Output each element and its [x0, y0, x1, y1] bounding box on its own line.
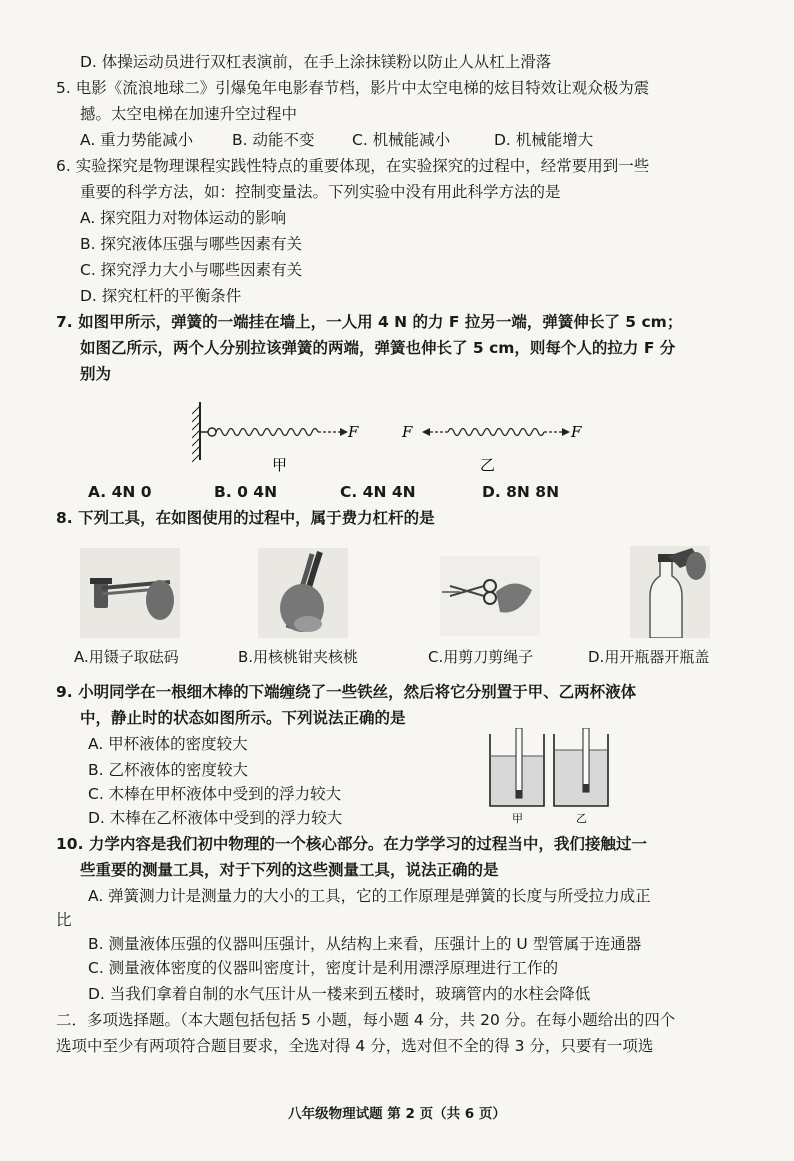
tweezers-photo [80, 548, 180, 638]
q9-stem-line1: 9. 小明同学在一根细木棒的下端缠绕了一些铁丝，然后将它分别置于甲、乙两杯液体 [56, 683, 637, 701]
q9-stem-line2: 中，静止时的状态如图所示。下列说法正确的是 [80, 709, 406, 727]
q6-option-b: B. 探究液体压强与哪些因素有关 [80, 235, 302, 253]
section2-intro-line2: 选项中至少有两项符合题目要求，全选对得 4 分，选对但不全的得 3 分，只要有一项选 [56, 1037, 654, 1055]
q7-option-d: D. 8N 8N [482, 483, 560, 501]
page-footer: 八年级物理试题 第 2 页（共 6 页） [288, 1106, 506, 1122]
q7-option-c: C. 4N 4N [340, 483, 416, 501]
q9-option-d: D. 木棒在乙杯液体中受到的浮力较大 [88, 809, 343, 827]
q10-stem-line1: 10. 力学内容是我们初中物理的一个核心部分。在力学学习的过程当中，我们接触过一 [56, 835, 647, 853]
q9-option-c: C. 木棒在甲杯液体中受到的浮力较大 [88, 785, 342, 803]
q5-option-c: C. 机械能减小 [352, 131, 451, 149]
q7-spring-figure [180, 398, 600, 478]
q8-option-c: C.用剪刀剪绳子 [428, 648, 534, 666]
scissors-photo [440, 556, 540, 636]
figure-label-jia: 甲 [272, 456, 288, 474]
q8-option-d: D.用开瓶器开瓶盖 [588, 648, 710, 666]
q9-option-b: B. 乙杯液体的密度较大 [88, 761, 248, 779]
q5-option-d: D. 机械能增大 [494, 131, 594, 149]
spring-b-coil [448, 429, 544, 436]
q4-option-d: D. 体操运动员进行双杠表演前，在手上涂抹镁粉以防止人从杠上滑落 [80, 53, 552, 71]
q7-stem-line3: 别为 [80, 365, 112, 383]
force-label-a: F [348, 423, 359, 441]
q10-option-c: C. 测量液体密度的仪器叫密度计，密度计是利用漂浮原理进行工作的 [88, 959, 559, 977]
q7-stem-line1: 7. 如图甲所示，弹簧的一端挂在墙上，一人用 4 N 的力 F 拉另一端，弹簧伸长了 5 cm； [56, 313, 683, 331]
q10-option-a-line2: 比 [56, 911, 72, 929]
beaker-label-jia: 甲 [512, 812, 523, 824]
q6-option-d: D. 探究杠杆的平衡条件 [80, 287, 242, 305]
beaker-label-yi: 乙 [576, 812, 587, 824]
beakers-figure [488, 728, 612, 824]
q7-option-a: A. 4N 0 [88, 483, 152, 501]
q6-option-a: A. 探究阻力对物体运动的影响 [80, 209, 287, 227]
q8-option-b: B.用核桃钳夹核桃 [238, 648, 359, 666]
q5-option-b: B. 动能不变 [232, 131, 315, 149]
q7-stem-line2: 如图乙所示，两个人分别拉该弹簧的两端，弹簧也伸长了 5 cm，则每个人的拉力 F 分 [80, 339, 676, 357]
force-label-b-right: F [571, 423, 582, 441]
q10-option-b: B. 测量液体压强的仪器叫压强计，从结构上来看，压强计上的 U 型管属于连通器 [88, 935, 642, 953]
figure-label-yi: 乙 [480, 456, 496, 474]
q7-option-b: B. 0 4N [214, 483, 278, 501]
section2-intro-line1: 二．多项选择题。（本大题包括包括 5 小题，每小题 4 分，共 20 分。在每小题给出的四个 [56, 1011, 676, 1029]
q6-option-c: C. 探究浮力大小与哪些因素有关 [80, 261, 303, 279]
q10-option-d: D. 当我们拿着自制的水气压计从一楼来到五楼时，玻璃管内的水柱会降低 [88, 985, 591, 1003]
bottle-opener-photo [630, 546, 710, 638]
force-label-b-left: F [402, 423, 413, 441]
q5-stem-line1: 5. 电影《流浪地球二》引爆兔年电影春节档，影片中太空电梯的炫目特效让观众极为震 [56, 79, 650, 97]
q8-stem: 8. 下列工具，在如图使用的过程中，属于费力杠杆的是 [56, 509, 435, 527]
q5-stem-line2: 撼。太空电梯在加速升空过程中 [80, 105, 298, 123]
q6-stem-line2: 重要的科学方法，如：控制变量法。下列实验中没有用此科学方法的是 [80, 183, 561, 201]
q10-option-a-line1: A. 弹簧测力计是测量力的大小的工具，它的工作原理是弹簧的长度与所受拉力成正 [88, 887, 651, 905]
q8-option-a: A.用镊子取砝码 [74, 648, 179, 666]
q9-option-a: A. 甲杯液体的密度较大 [88, 735, 248, 753]
nutcracker-photo [258, 548, 348, 638]
spring-a-coil [216, 429, 318, 436]
q5-option-a: A. 重力势能减小 [80, 131, 194, 149]
q10-stem-line2: 些重要的测量工具，对于下列的这些测量工具，说法正确的是 [80, 861, 499, 879]
q6-stem-line1: 6. 实验探究是物理课程实践性特点的重要体现，在实验探究的过程中，经常要用到一些 [56, 157, 650, 175]
